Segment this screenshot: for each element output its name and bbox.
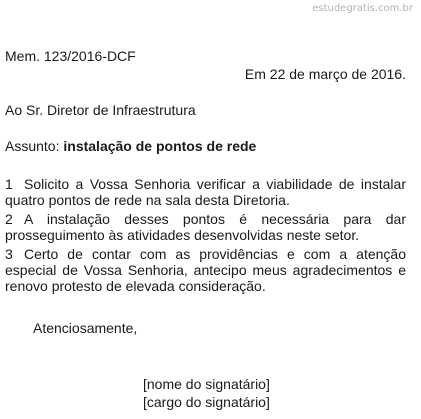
closing: Atenciosamente, [33,320,138,336]
paragraph-3 [5,246,406,294]
signatory-name: [nome do signatário] [143,376,270,392]
paragraph-number: 3 [5,246,13,262]
paragraph-text: Certo de contar com as providências e com a atenção especial de Vossa Senhoria, antecipo meus agradecimentos e renovo protesto de elevada consideração. [5,246,406,294]
paragraph-1 [5,176,406,208]
subject-label: Assunto: [5,138,64,154]
subject-value: instalação de pontos de rede [63,138,257,154]
paragraph-2 [5,211,406,243]
paragraph-text: A instalação desses pontos é necessária para dar prosseguimento às atividades desenvolvidas neste setor. [5,211,406,243]
memo-recipient: Ao Sr. Diretor de Infraestrutura [5,102,196,118]
paragraph-number: 1 [5,176,13,192]
signatory-role: [cargo do signatário] [143,394,270,410]
paragraph-number: 2 [5,211,13,227]
memo-subject [5,138,256,154]
memo-number: Mem. 123/2016-DCF [5,48,136,64]
watermark: estudegratis.com.br [312,3,413,14]
memo-date: Em 22 de março de 2016. [244,66,406,82]
paragraph-text: Solicito a Vossa Senhoria verificar a viabilidade de instalar quatro pontos de rede na sala desta Diretoria. [5,176,406,208]
